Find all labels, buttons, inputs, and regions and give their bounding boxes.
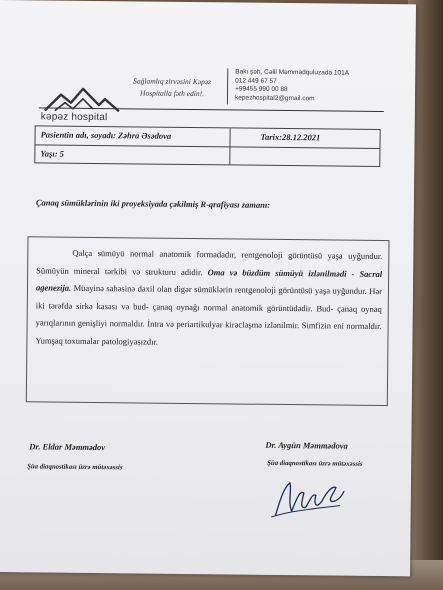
age-value: 5 — [59, 148, 64, 159]
doctor-1-title: Şüa diaqnostikası üzrə mütəxəssis — [27, 463, 123, 472]
signature-icon — [270, 471, 351, 522]
patient-info-table — [34, 125, 380, 167]
date-value: 28.12.2021 — [281, 131, 321, 143]
report-heading: Çanaq sümüklərinin iki proyeksiyada çəkilmiş R-qrafiyası zamanı: — [35, 197, 271, 210]
contact-phone-2: +99455 990 00 88 — [235, 85, 288, 94]
report-body — [35, 244, 382, 353]
doctor-2-name: Dr. Aygün Məmmədova — [265, 439, 348, 451]
contact-phone-1: 012 449 67 57 — [235, 77, 277, 85]
doctor-2-title: Şüa diaqnostikası üzrə mütəxəssis — [267, 459, 363, 468]
age-label: Yaşı: — [40, 148, 58, 159]
hospital-logo-text: kəpəz hospital — [40, 111, 108, 124]
patient-name-value: Zəhra Əsədova — [117, 130, 172, 141]
contact-email: kepezhospital2@gmail.com — [234, 94, 315, 103]
date-label: Tarix: — [260, 131, 283, 142]
report-date — [261, 132, 321, 143]
header-divider — [227, 68, 228, 104]
contact-address: Bakı şəh, Cəlil Məmmədquluzadə 101A — [235, 68, 350, 77]
report-finding: Oma və büzdüm sümüyü izlənilmədi - Sacral agenezija. — [35, 266, 383, 293]
patient-age — [40, 148, 64, 158]
report-part-2: Müayinə sahəsinə daxil olan digər sümüklərin rentgenoloji görüntüsü yaşa uyğundur. Hər iki tərəfdə sirkə kasası və bud- çanaq oynağı normal anatomik görüntüdədir. Bud- çanaq oynaq yarıqlarının genişliyi normaldır. İntra və periartikulyar kirəcləşmə izlənilmir. Simfizin eni normaldır. Yumşaq toxumalar patologiyasızdır. — [35, 282, 383, 347]
contact-block — [235, 68, 349, 104]
report-part-1: Qalça sümüyü normal anatomik formadadır, rentgenoloji görüntüsü yaşa uyğundur. Sümüyün mineral tərkibi və strukturu adidir. — [36, 247, 383, 277]
patient-name — [41, 129, 172, 140]
slogan: Sağlamlıq zirvəsini Kəpəz Hospitalla fəth edin!. — [133, 76, 212, 99]
patient-name-label: Pasientin adı, soyadı: — [40, 129, 116, 141]
doctor-1-name: Dr. Eldar Məmmədov — [29, 441, 106, 453]
